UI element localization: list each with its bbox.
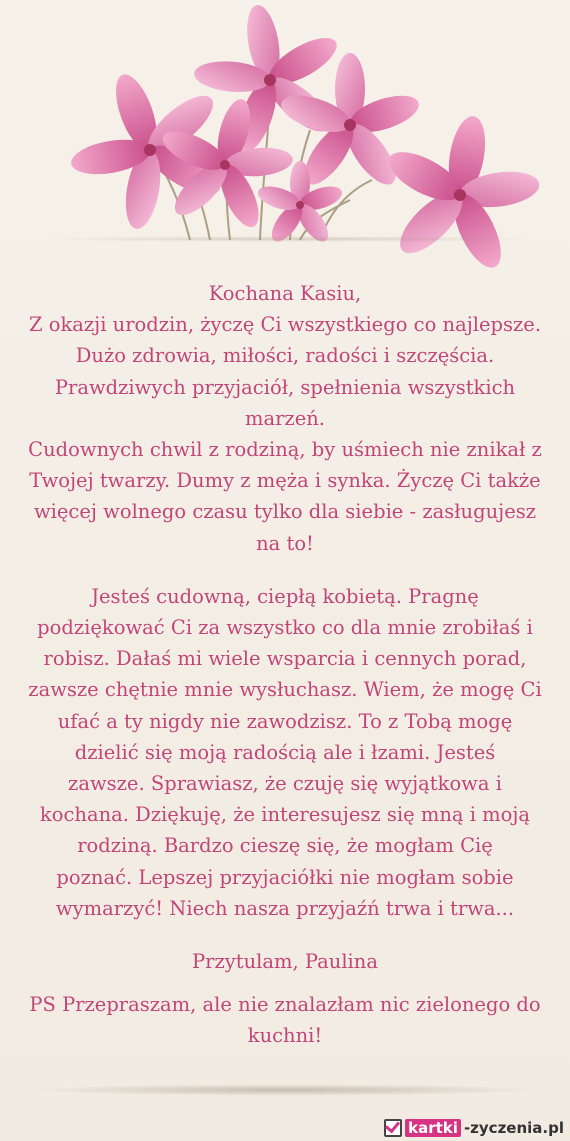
message-line: na to! [256, 531, 314, 555]
message-line: ufać a ty nigdy nie zawodzisz. To z Tobą mogę [57, 709, 513, 733]
flowers-illustration [0, 0, 570, 270]
card-fold-line [40, 236, 540, 242]
logo-domain: -zyczenia.pl [463, 1119, 564, 1137]
message-line: marzeń. [244, 406, 325, 430]
flower-right [381, 113, 541, 270]
message-line: Cudownych chwil z rodziną, by uśmiech nie znikał z [28, 438, 542, 462]
message-line: Jesteś cudowną, ciepłą kobietą. Pragnę [91, 584, 479, 608]
card-bottom-shadow [30, 1084, 540, 1096]
message-body [22, 278, 548, 1052]
checkbox-icon [384, 1119, 402, 1137]
ps-line: PS Przepraszam, ale nie znalazłam nic zielonego do [29, 993, 541, 1017]
message-line: zawsze chętnie mnie wysłuchasz. Wiem, że mogę Ci [28, 678, 542, 702]
message-line: Prawdziwych przyjaciół, spełnienia wszystkich [54, 375, 516, 399]
message-line: Z okazji urodzin, życzę Ci wszystkiego co najlepsze. [28, 313, 542, 337]
site-logo[interactable] [384, 1119, 564, 1137]
message-line: podziękować Ci za wszystko co dla mnie zrobiłaś i [37, 616, 533, 640]
message-line: rodziną. Bardzo cieszę się, że mogłam Cię [77, 834, 493, 858]
signature: Przytulam, Paulina [192, 950, 378, 974]
message-line: zawsze. Sprawiasz, że czuję się wyjątkowa i [68, 772, 502, 796]
ps-line: kuchni! [247, 1024, 323, 1048]
message-line: poznać. Lepszej przyjaciółki nie mogłam sobie [56, 865, 514, 889]
message-line: robisz. Dałaś mi wiele wsparcia i cennych porad, [43, 647, 527, 671]
message-line: wymarzyć! Niech nasza przyjaźń trwa i trwa... [55, 896, 515, 920]
message-line: Dużo zdrowia, miłości, radości i szczęścia. [75, 344, 495, 368]
message-line: więcej wolnego czasu tylko dla siebie - zasługujesz [33, 500, 537, 524]
message-line: dzielić się moją radością ale i łzami. Jesteś [74, 740, 496, 764]
message-line: kochana. Dziękuję, że interesujesz się mną i moją [39, 803, 531, 827]
message-line: Twojej twarzy. Dumy z męża i synka. Życzę Ci także [29, 469, 541, 493]
logo-brand: kartki [405, 1119, 461, 1137]
greeting-line: Kochana Kasiu, [208, 282, 362, 305]
